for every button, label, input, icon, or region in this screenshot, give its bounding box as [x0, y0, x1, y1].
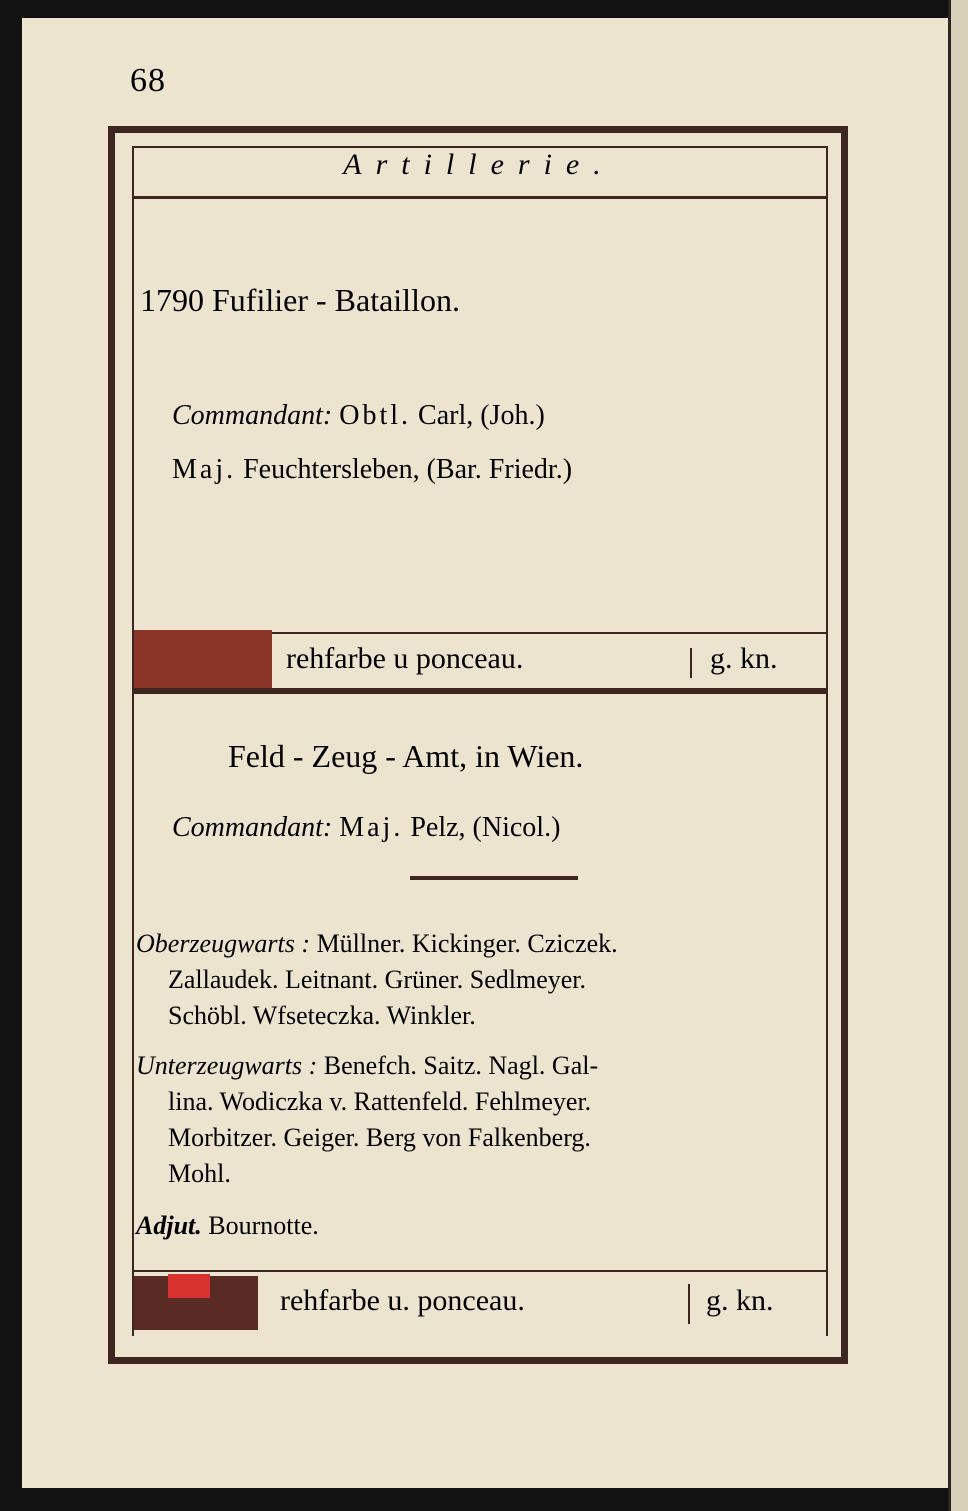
section2-short-divider	[410, 876, 578, 880]
section2-commandant-label: Commandant:	[172, 812, 333, 843]
adjut-name: Bournotte.	[208, 1211, 319, 1240]
left-inner-rule	[132, 146, 134, 1336]
section1-colors-text: rehfarbe u ponceau.	[286, 642, 524, 675]
unterzeugwarts-label: Unterzeugwarts :	[136, 1051, 318, 1080]
oberzeugwarts-line3: Schöbl. Wfseteczka. Winkler.	[168, 1001, 476, 1030]
section2-commandant-name: Pelz, (Nicol.)	[410, 812, 561, 843]
unterzeugwarts-line1: Benefch. Saitz. Nagl. Gal-	[323, 1051, 599, 1080]
section1-heading: 1790 Fufilier - Bataillon.	[140, 282, 460, 318]
section2-commandant-rank: Maj.	[339, 812, 404, 843]
oberzeugwarts-line1: Müllner. Kickinger. Cziczek.	[316, 929, 618, 958]
section1-major-rank: Maj.	[172, 454, 237, 485]
header-rule-bottom	[132, 196, 828, 199]
page-number: 68	[130, 62, 166, 99]
section2-colors-text: rehfarbe u. ponceau.	[280, 1284, 525, 1317]
section1-commandant-line	[172, 400, 545, 432]
right-inner-rule	[826, 146, 828, 1336]
section2-oberzeugwarts	[136, 926, 816, 1034]
section1-commandant-name: Carl, (Joh.)	[418, 400, 545, 431]
section1-major-line	[172, 454, 572, 486]
section1-buttons-text: g. kn.	[710, 642, 778, 675]
section2-colors-rule-top	[134, 1270, 828, 1272]
oberzeugwarts-line2: Zallaudek. Leitnant. Grüner. Sedlmeyer.	[168, 965, 587, 994]
oberzeugwarts-label: Oberzeugwarts :	[136, 929, 311, 958]
unterzeugwarts-line2: lina. Wodiczka v. Rattenfeld. Fehlmeyer.	[168, 1087, 592, 1116]
section1-major-name: Feuchtersleben, (Bar. Friedr.)	[243, 454, 573, 485]
adjacent-page-edge	[948, 0, 968, 1511]
section1-commandant-label: Commandant:	[172, 400, 333, 431]
section1-colors-rule-bottom	[134, 688, 828, 694]
section1-commandant-rank: Obtl.	[339, 400, 412, 431]
section2-color-swatch-highlight	[168, 1274, 210, 1298]
adjut-label: Adjut.	[136, 1211, 202, 1240]
unterzeugwarts-line3: Morbitzer. Geiger. Berg von Falkenberg.	[168, 1123, 591, 1152]
section2-colors-divider	[688, 1284, 690, 1324]
section2-buttons-text: g. kn.	[706, 1284, 774, 1317]
section1-colors-rule-top	[262, 632, 828, 634]
section1-colors-divider	[690, 648, 692, 678]
unterzeugwarts-line4: Mohl.	[168, 1159, 231, 1188]
section1-color-swatch	[134, 630, 272, 690]
section2-commandant-line	[172, 812, 560, 844]
header-title: Artillerie.	[343, 148, 615, 181]
section2-unterzeugwarts	[136, 1048, 816, 1192]
section2-adjut	[136, 1208, 816, 1244]
section2-heading: Feld - Zeug - Amt, in Wien.	[228, 738, 584, 774]
